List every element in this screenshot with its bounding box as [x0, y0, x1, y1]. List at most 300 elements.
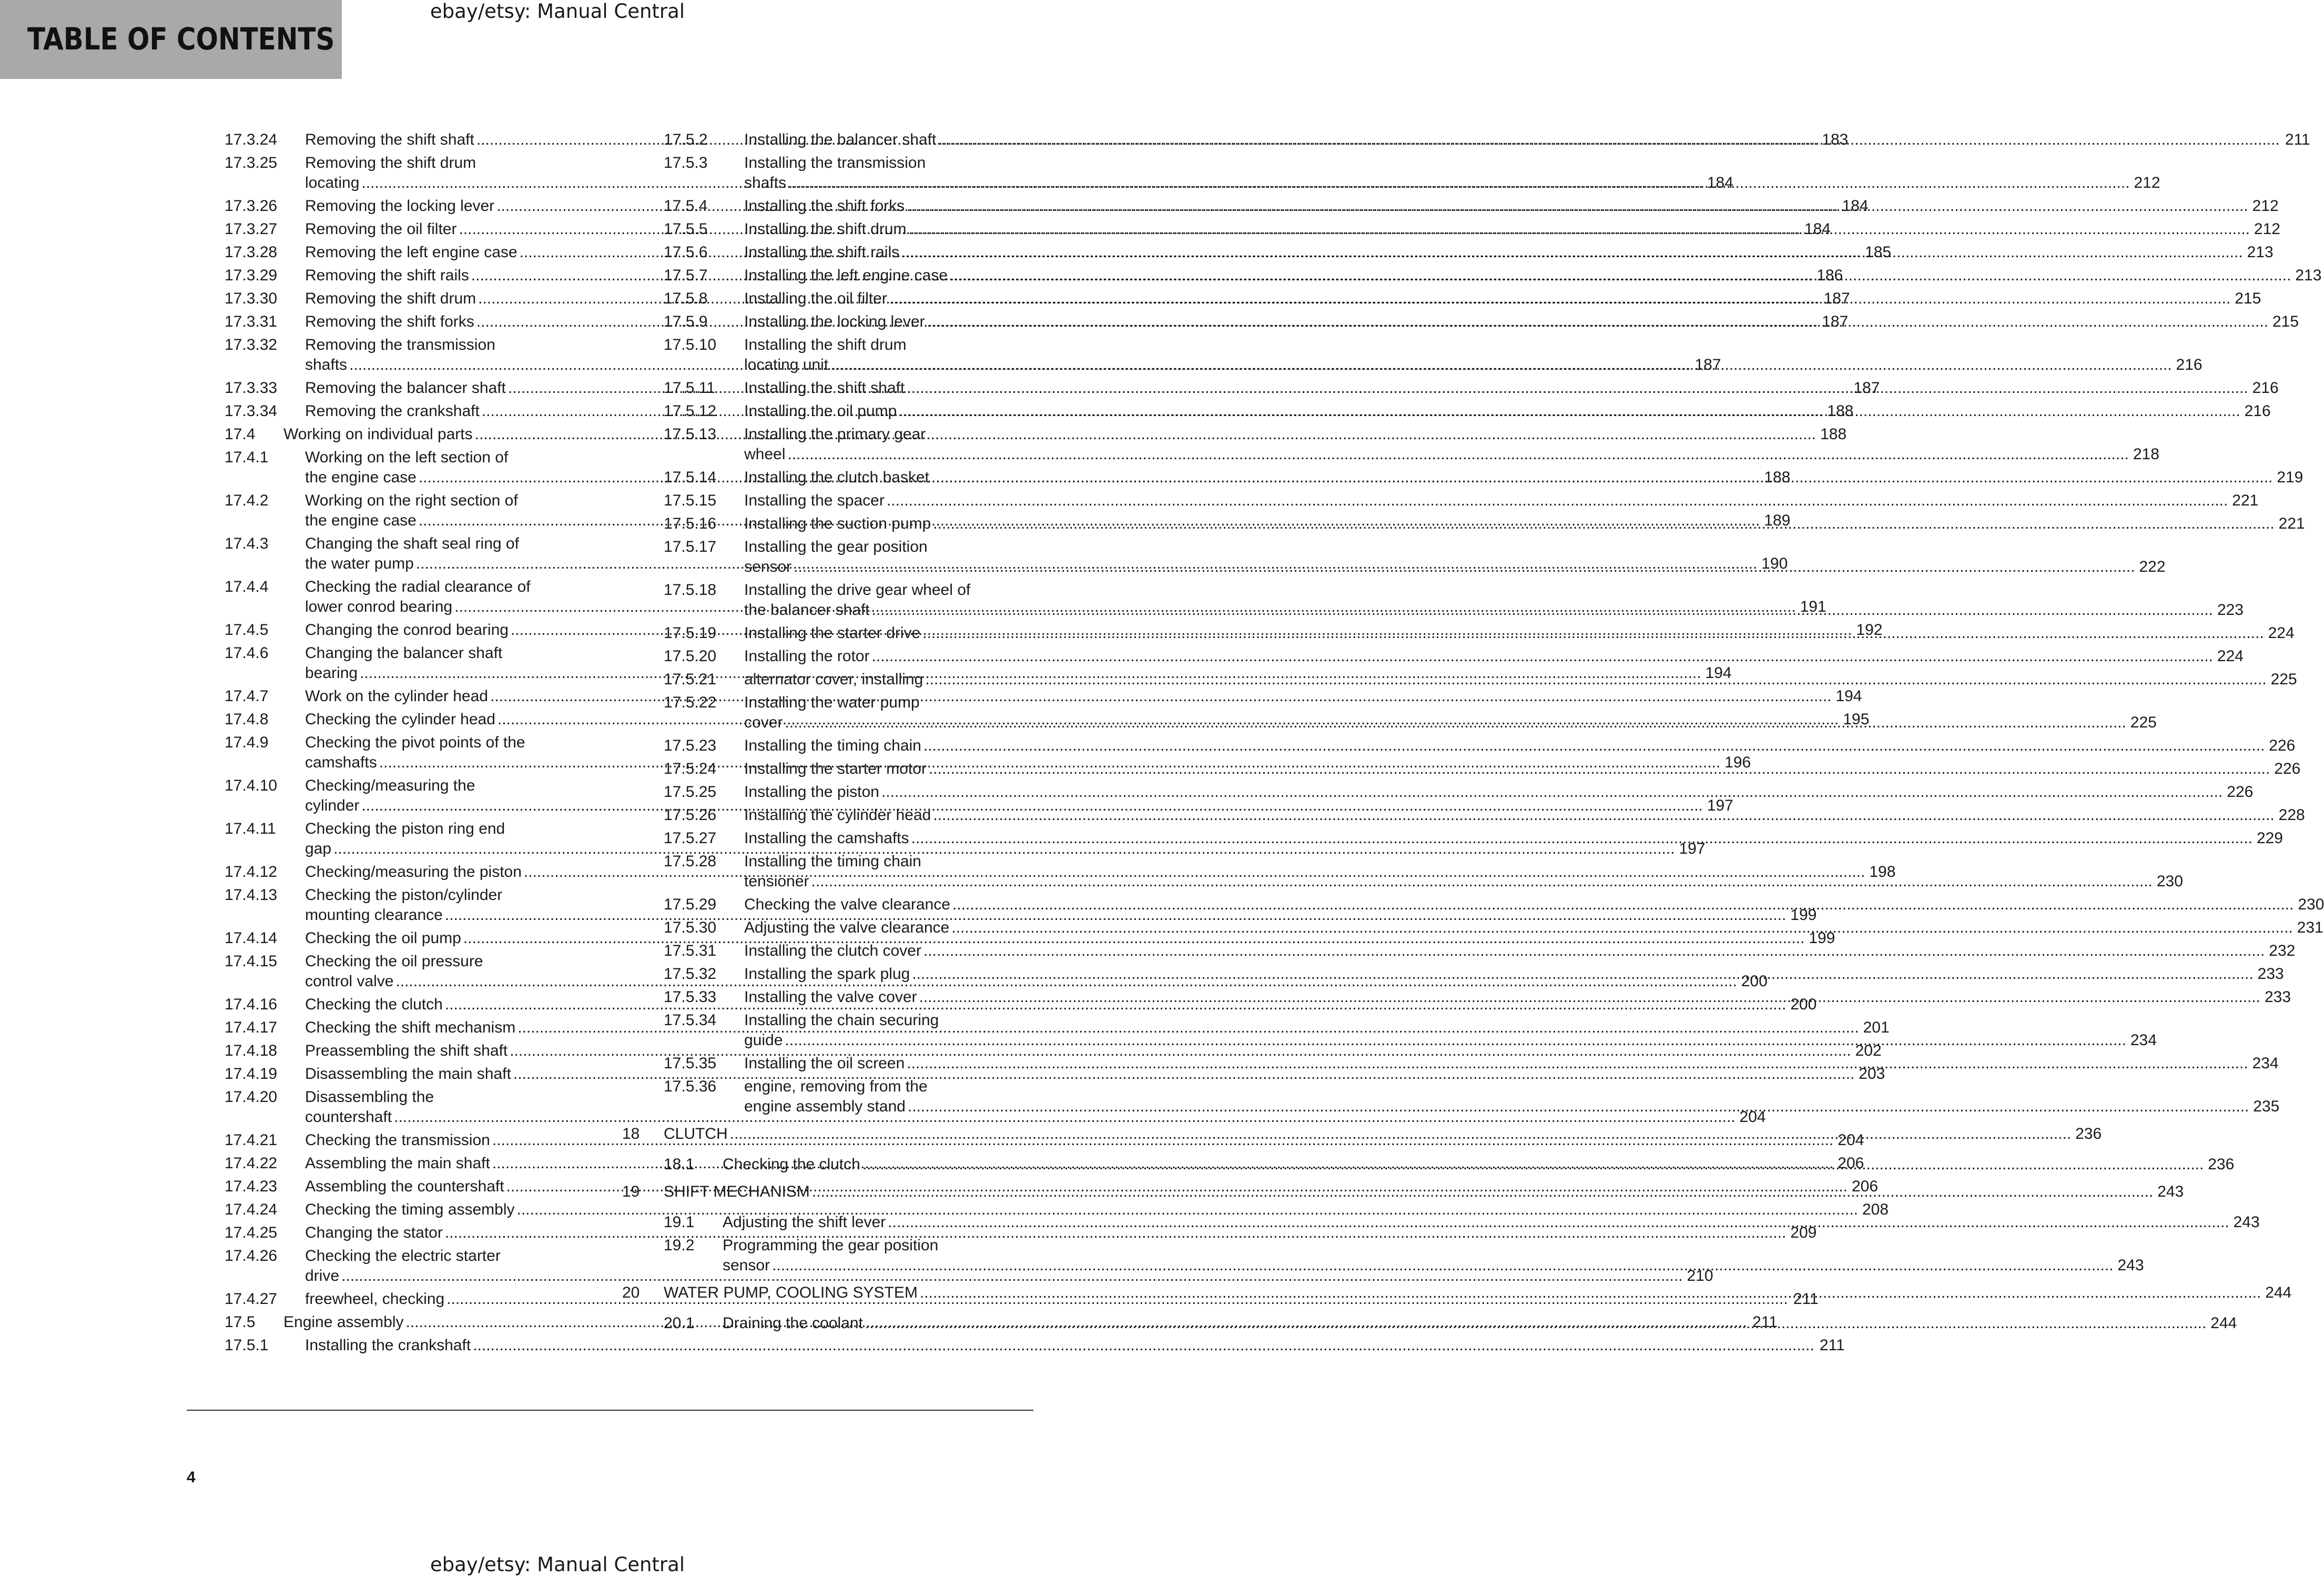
toc-dot-leader: [788, 173, 2130, 193]
toc-entry-title: Installing the shift drum: [744, 220, 907, 238]
toc-entry-title: cylinder: [305, 797, 360, 814]
toc-entry-page: 226: [2269, 737, 2296, 754]
toc-dot-leader: [862, 1155, 2204, 1175]
toc-dot-leader: [901, 242, 2243, 262]
toc-entry-number: 17.5.3: [664, 154, 708, 171]
toc-entry-page: 186: [1816, 267, 1843, 284]
toc-entry-title: Removing the transmission: [305, 336, 495, 353]
toc-entry-number: 17.5.4: [664, 197, 708, 215]
toc-entry-title: Checking the piston/cylinder: [305, 886, 503, 904]
toc-entry-page: 188: [1820, 426, 1847, 443]
toc-entry-page: 212: [2134, 174, 2160, 191]
toc-entry-number: 17.5.1: [225, 1337, 269, 1354]
toc-entry-title: Engine assembly: [283, 1313, 404, 1331]
toc-entry-number: 17.5.28: [664, 853, 717, 870]
toc-entry-page: 197: [1679, 840, 1706, 857]
toc-dot-leader: [922, 623, 2264, 643]
toc-entry-page: 188: [1827, 402, 1854, 420]
toc-entry-page: 187: [1694, 356, 1721, 373]
toc-entry-title: the engine case: [305, 469, 417, 486]
toc-dot-leader: [923, 941, 2265, 961]
toc-entry-title: Checking the oil pump: [305, 929, 461, 947]
toc-entry-title: Checking the clutch: [723, 1156, 860, 1173]
toc-entry-title: Installing the starter motor: [744, 760, 927, 777]
toc-entry-number: 17.5.11: [664, 379, 715, 397]
toc-entry-number: 17.4.18: [225, 1042, 278, 1059]
toc-entry-page: 236: [2208, 1156, 2235, 1173]
toc-entry-number: 18.1: [664, 1156, 695, 1173]
toc-dot-leader: [920, 1283, 2261, 1303]
toc-entry-title: Installing the locking lever: [744, 313, 925, 330]
toc-entry-title: shafts: [305, 356, 348, 373]
toc-dot-leader: [865, 1313, 2207, 1333]
toc-dot-leader: [931, 468, 2273, 488]
toc-entry-page: 230: [2156, 873, 2183, 890]
toc-entry-title: Working on individual parts: [283, 426, 473, 443]
page-title: TABLE OF CONTENTS: [27, 21, 335, 57]
toc-entry-page: 225: [2270, 671, 2297, 688]
toc-entry-page: 226: [2227, 783, 2254, 801]
toc-entry-number: 17.5.26: [664, 806, 717, 824]
toc-entry-page: 224: [2217, 648, 2244, 665]
toc-entry-page: 201: [1863, 1019, 1890, 1036]
watermark-bottom: ebay/etsy: Manual Central: [430, 1553, 685, 1576]
toc-entry-title: Removing the oil filter: [305, 220, 457, 238]
toc-dot-leader: [952, 895, 2294, 915]
toc-entry-page: 187: [1822, 313, 1849, 330]
toc-entry-number: 17.5: [225, 1313, 256, 1331]
toc-entry-number: 17.4.20: [225, 1088, 278, 1106]
toc-entry-page: 232: [2269, 942, 2296, 959]
toc-entry-title: tensioner: [744, 873, 809, 890]
toc-entry-title: alternator cover, installing: [744, 671, 923, 688]
toc-dot-leader: [787, 444, 2129, 464]
toc-entry-title: Changing the conrod bearing: [305, 621, 509, 639]
toc-entry-title: Working on the left section of: [305, 449, 509, 466]
toc-entry-number: 17.4.23: [225, 1178, 278, 1195]
toc-entry-title: Installing the drive gear wheel of: [744, 581, 971, 599]
toc-entry-page: 188: [1764, 469, 1791, 486]
toc-entry-title: CLUTCH: [664, 1125, 728, 1142]
toc-entry-page: 204: [1838, 1131, 1864, 1149]
toc-entry-title: control valve: [305, 973, 394, 990]
toc-entry-page: 244: [2265, 1284, 2292, 1301]
toc-entry-title: Removing the shift shaft: [305, 131, 474, 148]
toc-entry-page: 221: [2278, 515, 2305, 532]
toc-entry-page: 209: [1790, 1224, 1817, 1241]
toc-entry-title: Changing the stator: [305, 1224, 443, 1241]
toc-entry-number: 18: [622, 1125, 640, 1142]
toc-dot-leader: [473, 1336, 1814, 1356]
toc-entry-number: 17.5.25: [664, 783, 717, 801]
toc-dot-leader: [899, 401, 2240, 421]
toc-entry-title: engine assembly stand: [744, 1098, 906, 1115]
toc-entry-number: 17.3.26: [225, 197, 278, 215]
toc-entry-page: 196: [1724, 754, 1751, 771]
toc-entry-title: Installing the oil pump: [744, 402, 897, 420]
toc-entry-page: 199: [1790, 906, 1817, 924]
toc-dot-leader: [933, 514, 2275, 534]
toc-dot-leader: [907, 196, 2248, 216]
toc-entry-number: 17.4.15: [225, 953, 278, 970]
toc-entry-number: 17.4.14: [225, 929, 278, 947]
toc-entry-number: 17.4.24: [225, 1201, 278, 1218]
toc-entry-title: Installing the gear position: [744, 538, 928, 555]
toc-entry-number: 17.5.7: [664, 267, 708, 284]
toc-entry[interactable]: [622, 782, 2254, 802]
toc-entry-number: 17.5.15: [664, 492, 717, 509]
toc-entry-title: Preassembling the shift shaft: [305, 1042, 508, 1059]
toc-entry-number: 17.5.12: [664, 402, 717, 420]
toc-entry-title: Installing the cylinder head: [744, 806, 931, 824]
toc-entry-title: Installing the balancer shaft: [744, 131, 937, 148]
toc-entry-title: Checking the transmission: [305, 1131, 490, 1149]
toc-entry-title: mounting clearance: [305, 906, 443, 924]
toc-entry-number: 17.3.29: [225, 267, 278, 284]
toc-entry-page: 216: [2252, 379, 2279, 397]
toc-entry-title: Installing the valve cover: [744, 988, 917, 1006]
toc-entry-page: 202: [1855, 1042, 1882, 1059]
toc-entry-page: 199: [1809, 929, 1835, 947]
toc-entry-title: Removing the shift drum: [305, 290, 476, 307]
toc-entry-title: the engine case: [305, 512, 417, 529]
toc-entry-page: 216: [2244, 402, 2271, 420]
toc-entry-page: 185: [1865, 244, 1892, 261]
toc-entry-number: 17.5.20: [664, 648, 717, 665]
toc-entry-title: Checking the electric starter: [305, 1247, 501, 1265]
toc-entry-title: Removing the shift rails: [305, 267, 469, 284]
toc-entry-title: Installing the shift drum: [744, 336, 907, 353]
toc-entry-title: bearing: [305, 664, 358, 682]
toc-entry-page: 243: [2157, 1183, 2184, 1200]
toc-entry-page: 234: [2130, 1031, 2157, 1049]
toc-entry-title: Removing the crankshaft: [305, 402, 480, 420]
toc-entry-number: 17.4.21: [225, 1131, 278, 1149]
toc-entry-page: 208: [1862, 1201, 1889, 1218]
toc-entry-title: Adjusting the shift lever: [723, 1213, 886, 1231]
toc-dot-leader: [772, 1256, 2114, 1276]
toc-entry-page: 213: [2247, 244, 2274, 261]
toc-entry[interactable]: [622, 646, 2244, 666]
toc-entry-title: Removing the shift forks: [305, 313, 474, 330]
toc-entry-page: 206: [1838, 1155, 1864, 1172]
toc-entry-title: Checking/measuring the: [305, 777, 475, 794]
toc-entry-page: 243: [2233, 1213, 2260, 1231]
toc-entry-number: 17.5.33: [664, 988, 717, 1006]
toc-entry-number: 17.5.19: [664, 624, 717, 642]
toc-entry-page: 200: [1790, 996, 1817, 1013]
toc-entry-title: the water pump: [305, 555, 414, 572]
toc-entry-number: 17.4: [225, 426, 256, 443]
toc-entry-number: 17.5.10: [664, 336, 717, 353]
toc-entry-number: 17.4.2: [225, 492, 269, 509]
toc-entry-number: 17.5.2: [664, 131, 708, 148]
toc-entry-number: 17.4.22: [225, 1155, 278, 1172]
toc-entry-number: 17.4.4: [225, 578, 269, 595]
toc-entry-number: 17.5.16: [664, 515, 717, 532]
toc-entry-number: 17.5.13: [664, 426, 717, 443]
toc-entry-number: 17.5.8: [664, 290, 708, 307]
toc-dot-leader: [872, 600, 2214, 620]
toc-entry-number: 17.5.29: [664, 896, 717, 913]
toc-entry-page: 244: [2210, 1314, 2237, 1332]
toc-entry-number: 17.5.5: [664, 220, 708, 238]
toc-entry[interactable]: [225, 1223, 1817, 1243]
toc-entry-number: 17.4.12: [225, 863, 278, 881]
toc-entry-number: 17.3.28: [225, 244, 278, 261]
toc-entry-number: 19.1: [664, 1213, 695, 1231]
toc-entry[interactable]: [622, 1212, 2260, 1232]
toc-entry-page: 235: [2253, 1098, 2280, 1115]
toc-entry-page: 197: [1707, 797, 1733, 814]
toc-entry-page: 190: [1761, 555, 1788, 572]
toc-entry[interactable]: [225, 1064, 1885, 1084]
toc-entry-number: 17.3.32: [225, 336, 278, 353]
toc-entry-title: cover: [744, 714, 783, 731]
toc-entry-title: Installing the shift shaft: [744, 379, 905, 397]
toc-dot-leader: [908, 1097, 2249, 1117]
toc-entry-title: shafts: [744, 174, 787, 191]
toc-entry-page: 184: [1842, 197, 1869, 215]
toc-entry[interactable]: [225, 1336, 1845, 1356]
toc-entry[interactable]: [622, 941, 2296, 961]
toc-entry-title: Disassembling the main shaft: [305, 1065, 511, 1083]
toc-entry-title: wheel: [744, 446, 786, 463]
toc-entry-number: 17.5.22: [664, 694, 717, 711]
toc-dot-leader: [933, 805, 2275, 825]
toc-entry-title: Disassembling the: [305, 1088, 434, 1106]
toc-entry-title: drive: [305, 1267, 340, 1284]
toc-entry-page: 233: [2264, 988, 2291, 1006]
toc-entry-title: Installing the shift rails: [744, 244, 900, 261]
toc-entry-number: 17.4.9: [225, 734, 269, 751]
toc-entry-title: freewheel, checking: [305, 1290, 445, 1308]
toc-entry-number: 17.4.17: [225, 1019, 278, 1036]
toc-entry-number: 17.5.21: [664, 671, 717, 688]
toc-dot-leader: [830, 355, 2172, 375]
toc-dot-leader: [888, 1212, 2229, 1232]
toc-dot-leader: [907, 378, 2248, 398]
toc-entry-page: 204: [1739, 1108, 1766, 1126]
toc-dot-leader: [950, 266, 2291, 286]
toc-entry-title: sensor: [744, 558, 792, 575]
toc-entry-title: Installing the spark plug: [744, 965, 910, 983]
toc-dot-leader: [912, 964, 2254, 984]
toc-entry-title: Checking the clutch: [305, 996, 443, 1013]
toc-entry-title: Draining the coolant: [723, 1314, 863, 1332]
toc-entry-number: 17.4.26: [225, 1247, 278, 1265]
toc-entry-number: 17.4.27: [225, 1290, 278, 1308]
toc-entry-title: countershaft: [305, 1108, 392, 1126]
toc-entry-number: 17.3.33: [225, 379, 278, 397]
toc-entry-number: 17.4.10: [225, 777, 278, 794]
toc-entry-title: Installing the rotor: [744, 648, 870, 665]
toc-entry[interactable]: [622, 736, 2296, 756]
toc-entry-page: 219: [2277, 469, 2303, 486]
toc-entry-page: 211: [1793, 1290, 1819, 1308]
toc-entry-title: Installing the oil filter: [744, 290, 887, 307]
toc-entry-number: 17.4.8: [225, 711, 269, 728]
toc-entry-page: 218: [2133, 446, 2159, 463]
toc-dot-leader: [794, 557, 2135, 577]
toc-dot-leader: [881, 782, 2223, 802]
toc-entry-page: 184: [1804, 220, 1831, 238]
toc-entry-title: lower conrod bearing: [305, 598, 453, 615]
toc-entry-number: 17.5.35: [664, 1055, 717, 1072]
toc-entry-number: 17.4.25: [225, 1224, 278, 1241]
toc-entry-page: 222: [2139, 558, 2166, 575]
toc-entry-number: 17.4.13: [225, 886, 278, 904]
toc-entry-page: 203: [1859, 1065, 1885, 1083]
toc-entry-number: 17.5.18: [664, 581, 717, 599]
toc-entry-title: Programming the gear position: [723, 1237, 939, 1254]
toc-entry-page: 229: [2256, 830, 2283, 847]
toc-entry-number: 17.3.25: [225, 154, 278, 171]
toc-entry-number: 19: [622, 1183, 640, 1200]
toc-entry-title: Installing the water pump: [744, 694, 920, 711]
footer-divider: [187, 1410, 1033, 1411]
toc-entry-title: Removing the left engine case: [305, 244, 517, 261]
toc-entry-title: Installing the chain securing: [744, 1011, 939, 1029]
toc-entry-page: 230: [2298, 896, 2324, 913]
toc-dot-leader: [929, 759, 2270, 779]
toc-entry-number: 17.5.24: [664, 760, 717, 777]
toc-entry-title: Checking/measuring the piston: [305, 863, 522, 881]
toc-entry-title: Installing the oil screen: [744, 1055, 905, 1072]
toc-entry-page: 187: [1853, 379, 1880, 397]
toc-entry-title: Checking the radial clearance of: [305, 578, 531, 595]
toc-entry-title: gap: [305, 840, 332, 857]
toc-entry-page: 233: [2257, 965, 2284, 983]
toc-entry-page: 211: [2285, 131, 2310, 148]
toc-entry-number: 17.5.23: [664, 737, 717, 754]
toc-entry-number: 17.5.17: [664, 538, 717, 555]
toc-entry[interactable]: [225, 928, 1835, 948]
toc-dot-leader: [785, 713, 2126, 733]
page-number: 4: [187, 1469, 196, 1486]
toc-dot-leader: [730, 1124, 2072, 1144]
toc-entry-page: 210: [1687, 1267, 1713, 1284]
toc-dot-leader: [938, 130, 2280, 150]
toc-dot-leader: [923, 736, 2265, 756]
toc-entry-title: sensor: [723, 1257, 770, 1274]
toc-entry-page: 215: [2235, 290, 2261, 307]
toc-entry-title: Working on the right section of: [305, 492, 518, 509]
toc-entry-page: 187: [1823, 290, 1850, 307]
toc-entry-title: guide: [744, 1031, 783, 1049]
toc-entry[interactable]: [225, 1041, 1882, 1061]
toc-entry[interactable]: [622, 491, 2259, 511]
toc-entry-title: Changing the balancer shaft: [305, 644, 503, 662]
toc-entry-title: Changing the shaft seal ring of: [305, 535, 519, 552]
toc-entry-title: camshafts: [305, 754, 377, 771]
toc-dot-leader: [911, 828, 2253, 848]
toc-entry-number: 17.4.1: [225, 449, 269, 466]
toc-entry-title: SHIFT MECHANISM: [664, 1183, 810, 1200]
toc-entry-title: Checking the oil pressure: [305, 953, 483, 970]
toc-banner: [0, 0, 342, 79]
toc-entry-title: Installing the clutch cover: [744, 942, 921, 959]
toc-dot-leader: [889, 289, 2231, 309]
toc-entry-number: 17.5.9: [664, 313, 708, 330]
toc-entry-number: 17.4.16: [225, 996, 278, 1013]
toc-entry-number: 17.5.6: [664, 244, 708, 261]
toc-entry-number: 17.3.24: [225, 131, 278, 148]
toc-entry-title: Checking the timing assembly: [305, 1201, 515, 1218]
toc-entry-title: Removing the shift drum: [305, 154, 476, 171]
toc-entry-page: 236: [2075, 1125, 2102, 1142]
toc-entry-number: 20: [622, 1284, 640, 1301]
toc-entry-title: Checking the piston ring end: [305, 820, 505, 837]
toc-entry-page: 212: [2252, 197, 2279, 215]
toc-entry-page: 194: [1705, 664, 1732, 682]
toc-entry-title: Installing the left engine case: [744, 267, 948, 284]
toc-dot-leader: [812, 1182, 2154, 1202]
toc-entry-number: 20.1: [664, 1314, 695, 1332]
toc-entry-title: Installing the primary gear: [744, 426, 926, 443]
toc-entry-page: 192: [1856, 621, 1883, 639]
toc-entry-page: 211: [1819, 1337, 1845, 1354]
toc-entry-number: 17.4.6: [225, 644, 269, 662]
toc-entry-title: Installing the timing chain: [744, 737, 921, 754]
toc-entry-title: Checking the pivot points of the: [305, 734, 525, 751]
toc-entry-title: Assembling the main shaft: [305, 1155, 490, 1172]
toc-dot-leader: [785, 1030, 2126, 1050]
toc-entry-title: Installing the piston: [744, 783, 879, 801]
toc-entry-title: Installing the camshafts: [744, 830, 909, 847]
toc-entry-number: 17.5.36: [664, 1078, 717, 1095]
toc-entry-page: 228: [2278, 806, 2305, 824]
toc-entry[interactable]: [225, 1200, 1889, 1220]
toc-dot-leader: [927, 312, 2269, 332]
toc-entry-title: Installing the suction pump: [744, 515, 931, 532]
toc-dot-leader: [919, 987, 2261, 1007]
toc-entry-page: 198: [1869, 863, 1896, 881]
toc-entry-page: 206: [1851, 1178, 1879, 1195]
toc-entry[interactable]: [622, 828, 2283, 848]
toc-entry-number: 17.4.3: [225, 535, 269, 552]
toc-entry-number: 17.5.27: [664, 830, 717, 847]
toc-entry-page: 221: [2232, 492, 2259, 509]
toc-entry-title: Adjusting the valve clearance: [744, 919, 950, 936]
toc-entry-page: 223: [2217, 601, 2244, 619]
toc-entry-title: Removing the locking lever: [305, 197, 495, 215]
toc-entry-title: locating: [305, 174, 360, 191]
toc-entry-page: 184: [1707, 174, 1733, 191]
toc-entry-number: 17.3.30: [225, 290, 278, 307]
toc-entry-number: 17.4.5: [225, 621, 269, 639]
toc-entry-title: Installing the timing chain: [744, 853, 921, 870]
toc-dot-leader: [811, 872, 2153, 892]
toc-dot-leader: [908, 219, 2250, 239]
toc-entry-title: Installing the crankshaft: [305, 1337, 471, 1354]
toc-entry-title: Checking the shift mechanism: [305, 1019, 516, 1036]
toc-entry-page: 212: [2254, 220, 2280, 238]
toc-entry-number: 17.5.31: [664, 942, 717, 959]
toc-dot-leader: [887, 491, 2228, 511]
toc-entry-page: 216: [2176, 356, 2203, 373]
watermark-top: ebay/etsy: Manual Central: [430, 0, 685, 23]
toc-entry-number: 17.5.34: [664, 1011, 717, 1029]
toc-entry-title: Installing the transmission: [744, 154, 926, 171]
toc-entry-page: 225: [2130, 714, 2157, 731]
toc-entry-title: Installing the clutch basket: [744, 469, 929, 486]
toc-entry-page: 194: [1835, 687, 1862, 705]
toc-entry-page: 224: [2268, 624, 2295, 642]
toc-entry-title: engine, removing from the: [744, 1078, 928, 1095]
toc-entry-page: 213: [2295, 267, 2322, 284]
toc-entry-title: Checking the valve clearance: [744, 896, 950, 913]
